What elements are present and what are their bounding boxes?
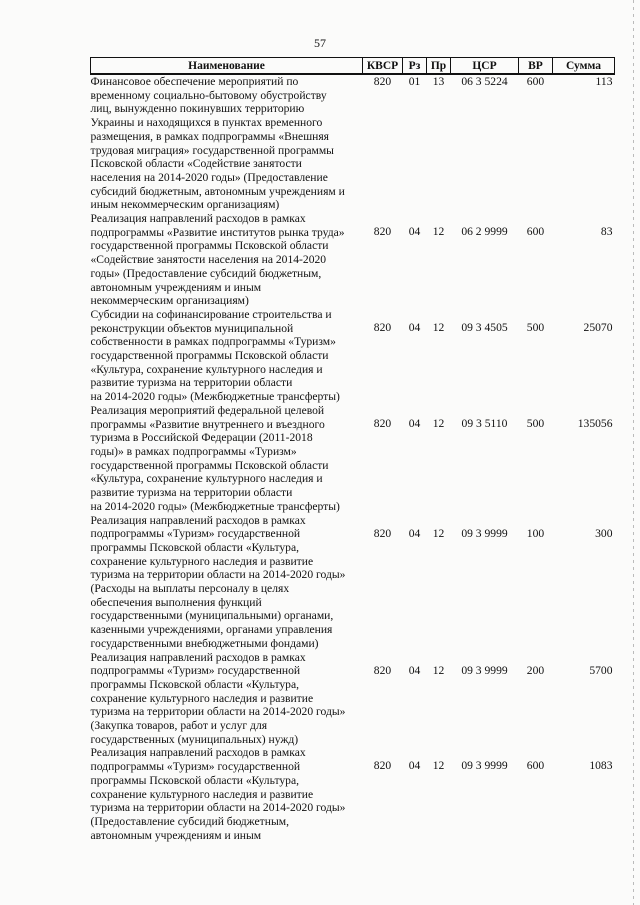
row-csr: 06 3 5224: [461, 75, 508, 88]
row-rz: 04: [408, 416, 421, 430]
row-name-line: размещения, в рамках подпрограммы «Внешняя: [90, 129, 330, 143]
row-name-line: населения на 2014-2020 годы» (Предоставление: [90, 170, 328, 184]
header-sum: Сумма: [553, 58, 615, 75]
row-sum: 1083: [589, 759, 613, 773]
row-name: [91, 651, 363, 747]
row-pr: 12: [432, 526, 445, 540]
row-name-line: автономным учреждениям и иным: [90, 280, 262, 294]
header-kvsr: КВСР: [363, 58, 403, 75]
row-name-line: развитие туризма на территории области: [90, 376, 293, 390]
row-name-line: государственной программы Псковской области: [90, 349, 329, 363]
row-pr: 12: [432, 759, 445, 773]
row-name-line: иным некоммерческим организациям): [90, 198, 280, 212]
row-name-line: подпрограммы «Туризм» государственной: [90, 664, 301, 678]
row-kvsr: 820: [373, 663, 392, 677]
row-pr: 13: [432, 75, 445, 88]
table-row: [91, 308, 615, 404]
row-rz: 04: [408, 663, 421, 677]
row-name: [91, 212, 363, 308]
table-row: [91, 651, 615, 747]
row-name-line: собственности в рамках подпрограммы «Туризм»: [90, 335, 336, 349]
row-name-line: Финансовое обеспечение мероприятий по: [90, 75, 299, 88]
row-name-line: Реализация направлений расходов в рамках: [90, 212, 306, 226]
row-rz: 04: [408, 759, 421, 773]
table-row: [91, 74, 615, 212]
row-name-line: государственными (муниципальными) органами,: [90, 609, 334, 623]
row-sum: 5700: [589, 663, 613, 677]
row-name-line: «Культура, сохранение культурного наследия и: [90, 362, 323, 376]
row-name-line: Субсидии на софинансирование строительства и: [90, 307, 332, 321]
row-name-line: программы Псковской области «Культура,: [90, 677, 299, 691]
row-name-line: туризма на территории области на 2014-2020 годы»: [90, 801, 346, 815]
row-name-line: автономным учреждениям и иным: [90, 828, 262, 842]
row-name: [91, 74, 363, 212]
header-csr: ЦСР: [451, 58, 519, 75]
table-header: [91, 58, 615, 75]
row-name: [91, 746, 363, 842]
row-name-line: туризма на территории области на 2014-2020 годы»: [90, 705, 346, 719]
row-name-line: сохранение культурного наследия и развитие: [90, 554, 314, 568]
row-csr: 09 3 9999: [461, 759, 508, 773]
row-vr: 500: [526, 416, 545, 430]
row-name-line: казенными учреждениями, органами управления: [90, 623, 333, 637]
row-name-line: подпрограммы «Развитие институтов рынка труда»: [90, 225, 345, 239]
row-name-line: «Культура, сохранение культурного наследия и: [90, 472, 323, 486]
row-pr: 12: [432, 663, 445, 677]
table-row: [91, 212, 615, 308]
row-name-line: туризма на территории области на 2014-2020 годы»: [90, 568, 346, 582]
row-name-line: годы» (Предоставление субсидий бюджетным,: [90, 266, 322, 280]
table-row: [91, 514, 615, 651]
header-row: [91, 58, 615, 75]
row-name-line: туризма в Российской Федерации (2011-2018: [90, 431, 313, 445]
row-name-line: подпрограммы «Туризм» государственной: [90, 527, 301, 541]
budget-table-container: [90, 57, 614, 842]
header-name: Наименование: [91, 58, 363, 75]
table-row: [91, 404, 615, 514]
row-name-line: на 2014-2020 годы» (Межбюджетные трансферты): [90, 499, 340, 513]
row-name-line: программы Псковской области «Культура,: [90, 773, 299, 787]
page-number: 57: [314, 36, 326, 50]
row-name-line: государственными внебюджетными фондами): [90, 636, 319, 650]
row-name-line: Реализация мероприятий федеральной целевой: [90, 403, 325, 417]
row-sum: 25070: [583, 320, 613, 334]
row-csr: 09 3 9999: [461, 526, 508, 540]
row-rz: 04: [408, 320, 421, 334]
row-vr: 600: [526, 759, 545, 773]
row-kvsr: 820: [373, 416, 392, 430]
row-name-line: некоммерческим организациям): [90, 294, 249, 308]
row-csr: 09 3 5110: [461, 416, 508, 430]
row-name: [91, 514, 363, 651]
row-sum: 83: [600, 225, 613, 239]
row-kvsr: 820: [373, 759, 392, 773]
row-name-line: Украины и находящихся в пунктах временного: [90, 116, 323, 130]
row-name-line: Реализация направлений расходов в рамках: [90, 746, 306, 760]
row-name-line: сохранение культурного наследия и развитие: [90, 691, 314, 705]
row-csr: 06 2 9999: [461, 225, 508, 239]
row-sum: 300: [595, 526, 613, 540]
row-name-line: Реализация направлений расходов в рамках: [90, 513, 306, 527]
row-name-line: реконструкции объектов муниципальной: [90, 321, 294, 335]
row-name-line: Псковской области «Содействие занятости: [90, 157, 302, 171]
row-name-line: лиц, вынужденно покинувших территорию: [90, 102, 305, 116]
row-name-line: (Расходы на выплаты персоналу в целях: [90, 582, 290, 596]
row-name-line: программы Псковской области «Культура,: [90, 540, 299, 554]
row-pr: 12: [432, 416, 445, 430]
row-rz: 04: [408, 526, 421, 540]
row-name-line: на 2014-2020 годы» (Межбюджетные трансферты): [90, 390, 340, 404]
header-vr: ВР: [519, 58, 553, 75]
row-name-line: трудовая миграция» государственной программы: [90, 143, 334, 157]
row-sum: 113: [595, 75, 613, 88]
row-name-line: Реализация направлений расходов в рамках: [90, 650, 306, 664]
row-name-line: годы)» в рамках подпрограммы «Туризм»: [90, 444, 297, 458]
row-rz: 01: [408, 75, 421, 88]
row-name-line: государственных (муниципальных) нужд): [90, 732, 299, 746]
row-vr: 200: [526, 663, 545, 677]
table-row: [91, 746, 615, 842]
row-csr: 09 3 9999: [461, 663, 508, 677]
row-name-line: государственной программы Псковской области: [90, 458, 329, 472]
row-vr: 500: [526, 320, 545, 334]
row-sum: 135056: [577, 416, 613, 430]
row-name-line: субсидий бюджетным, автономным учреждениям и: [90, 184, 345, 198]
row-vr: 600: [526, 225, 545, 239]
row-name-line: (Предоставление субсидий бюджетным,: [90, 814, 289, 828]
row-rz: 04: [408, 225, 421, 239]
row-kvsr: 820: [373, 75, 392, 88]
row-name-line: «Содействие занятости населения на 2014-2020: [90, 253, 327, 267]
row-name-line: государственной программы Псковской области: [90, 239, 329, 253]
row-kvsr: 820: [373, 526, 392, 540]
row-name-line: обеспечения выполнения функций: [90, 595, 262, 609]
table-body: [91, 74, 615, 842]
row-name-line: (Закупка товаров, работ и услуг для: [90, 719, 268, 733]
row-name-line: развитие туризма на территории области: [90, 486, 293, 500]
row-vr: 100: [526, 526, 545, 540]
row-name: [91, 308, 363, 404]
row-csr: 09 3 4505: [461, 320, 508, 334]
budget-table: [90, 57, 615, 842]
header-pr: Пр: [427, 58, 451, 75]
scan-edge: [633, 0, 634, 905]
row-kvsr: 820: [373, 225, 392, 239]
row-name: [91, 404, 363, 514]
row-pr: 12: [432, 320, 445, 334]
row-name-line: сохранение культурного наследия и развитие: [90, 787, 314, 801]
row-kvsr: 820: [373, 320, 392, 334]
header-rz: Рз: [403, 58, 427, 75]
row-name-line: временному социально-бытовому обустройству: [90, 88, 327, 102]
row-pr: 12: [432, 225, 445, 239]
row-name-line: программы «Развитие внутреннего и въездного: [90, 417, 325, 431]
row-name-line: подпрограммы «Туризм» государственной: [90, 760, 301, 774]
row-vr: 600: [526, 75, 545, 88]
